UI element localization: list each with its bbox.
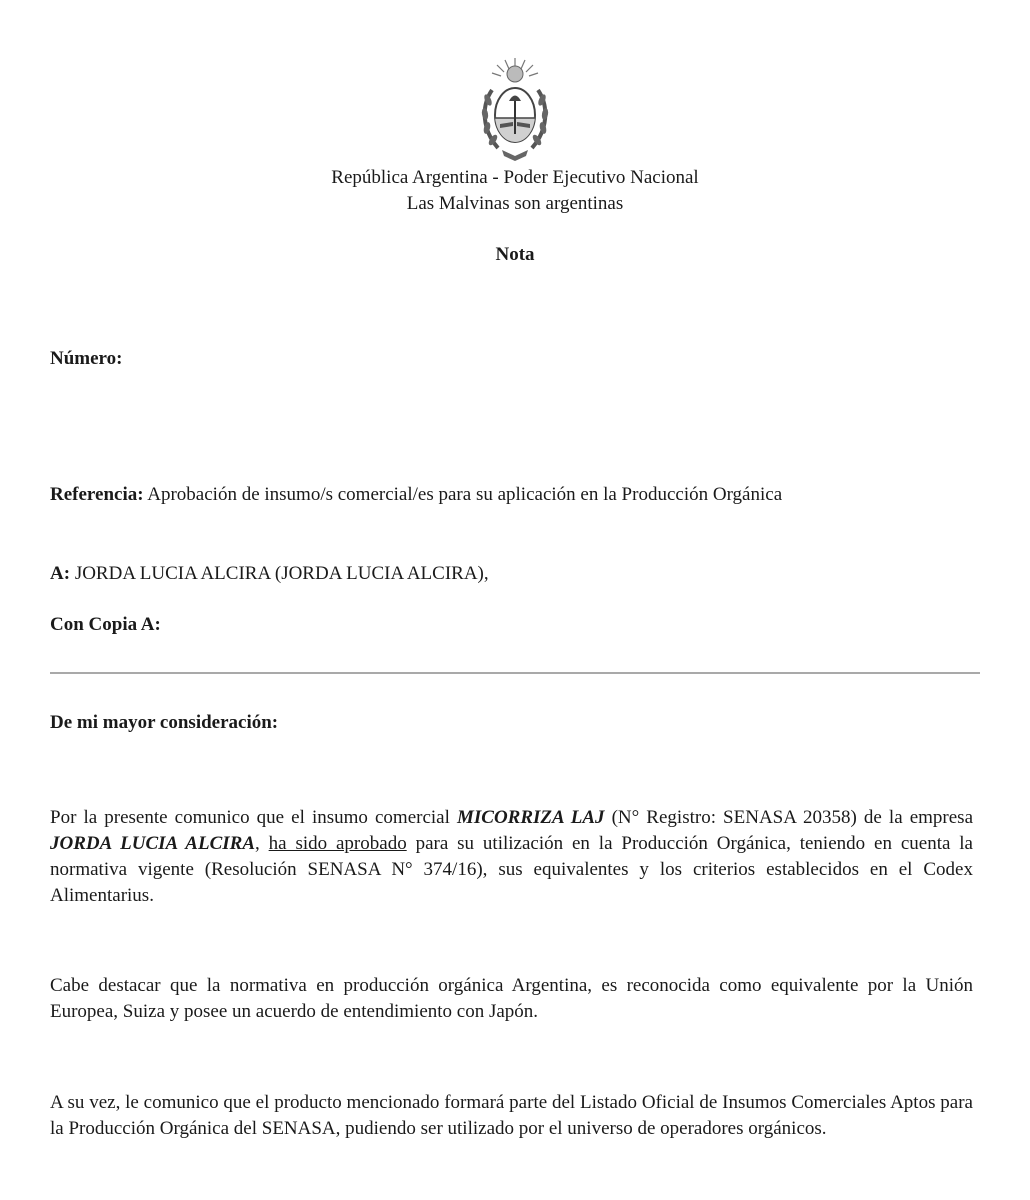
divider bbox=[50, 672, 980, 674]
p1-text-3: , bbox=[255, 833, 269, 854]
header-malvinas-line: Las Malvinas son argentinas bbox=[406, 193, 624, 214]
body-paragraph-equivalence: Cabe destacar que la normativa en producción orgánica Argentina, es reconocida como equivalente por la Unión Europea, Suiza y posee un acuerdo de entendimiento con Japón. bbox=[50, 975, 973, 1022]
referencia-label: Referencia: bbox=[50, 484, 144, 505]
salutation bbox=[50, 711, 278, 735]
header-republic-line: República Argentina - Poder Ejecutivo Nacional bbox=[331, 167, 699, 188]
p1-text-4: para su utilización en la Producción Orgánica, teniendo en cuenta la normativa vigente (Resolución SENASA N° 374/16), sus equivalentes y los criterios establecidos en el Codex Alimentarius. bbox=[50, 833, 973, 906]
con-copia-label: Con Copia A: bbox=[50, 614, 161, 635]
numero-field bbox=[50, 347, 122, 371]
referencia-field bbox=[50, 483, 782, 507]
approved-phrase: ha sido aprobado bbox=[268, 833, 407, 854]
recipient-field bbox=[50, 562, 489, 586]
body-paragraph-approval bbox=[50, 805, 973, 909]
body-paragraph-listing: A su vez, le comunico que el producto mencionado formará parte del Listado Oficial de Insumos Comerciales Aptos para la Producción Orgánica del SENASA, pudiendo ser utilizado por el universo de operadores orgánicos. bbox=[50, 1092, 973, 1139]
company-name: JORDA LUCIA ALCIRA bbox=[50, 833, 255, 854]
p1-text-2: (N° Registro: SENASA 20358) de la empresa bbox=[604, 807, 974, 828]
salutation-text: De mi mayor consideración: bbox=[50, 712, 279, 733]
product-name: MICORRIZA LAJ bbox=[456, 807, 605, 828]
referencia-value: Aprobación de insumo/s comercial/es para su aplicación en la Producción Orgánica bbox=[147, 484, 783, 505]
p1-text-1: Por la presente comunico que el insumo comercial bbox=[50, 807, 457, 828]
national-coat-of-arms-icon bbox=[478, 56, 552, 164]
recipient-label: A: bbox=[50, 563, 71, 584]
numero-label: Número: bbox=[50, 348, 123, 369]
recipient-value: JORDA LUCIA ALCIRA (JORDA LUCIA ALCIRA), bbox=[74, 563, 489, 584]
con-copia-field bbox=[50, 613, 161, 637]
document-title: Nota bbox=[495, 244, 535, 265]
